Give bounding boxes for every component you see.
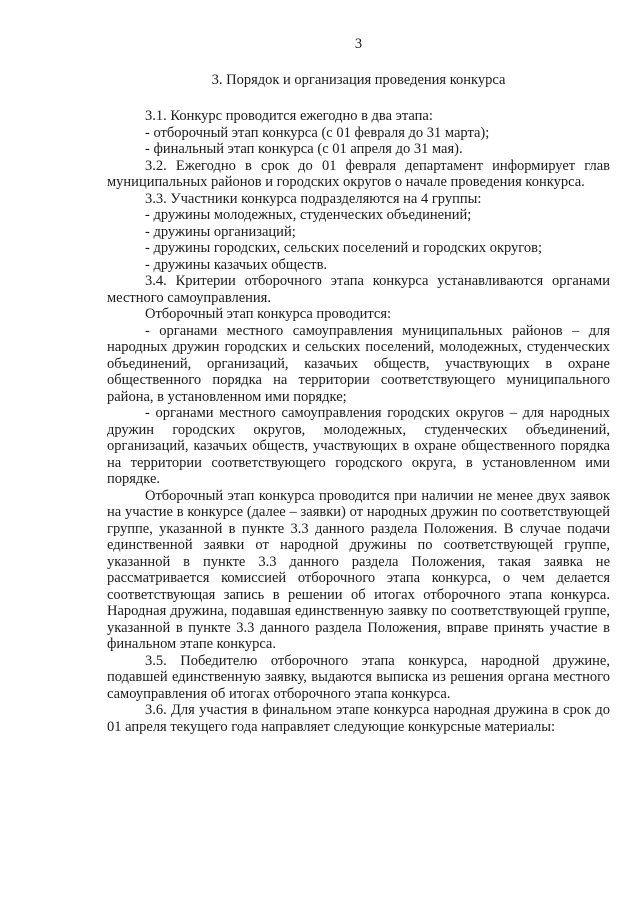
- paragraph-3-6: 3.6. Для участия в финальном этапе конкурса народная дружина в срок до 01 апреля текущего года направляет следующие конкурсные материалы:: [107, 702, 610, 735]
- list-item-municipal-districts: - органами местного самоуправления муниципальных районов – для народных дружин городских и сельских поселений, молодежных, студенческих объединений, организаций, казачьих обществ, участвующих в охране общественного порядка на территории соответствующего муниципального района, в установленном ими порядке;: [107, 322, 610, 405]
- list-item-qualifying-stage: - отборочный этап конкурса (с 01 февраля до 31 марта);: [145, 124, 490, 141]
- page-number: 3: [354, 36, 363, 52]
- list-item-group-youth: - дружины молодежных, студенческих объединений;: [145, 207, 472, 223]
- section-title: 3. Порядок и организация проведения конкурса: [211, 72, 506, 88]
- paragraph-3-2: 3.2. Ежегодно в срок до 01 февраля департамент информирует глав муниципальных районов и городских округов о начале проведения конкурса.: [107, 157, 610, 190]
- paragraph-qualifying-conducted: Отборочный этап конкурса проводится:: [145, 306, 392, 322]
- document-body: [107, 108, 610, 735]
- list-item-urban-districts: - органами местного самоуправления городских округов – для народных дружин городских округов, молодежных, студенческих объединений, организаций, казачьих обществ, участвующих в охране общественного порядка на территории соответствующего городского округа, в установленном ими порядке.: [107, 405, 610, 487]
- paragraph-3-4: 3.4. Критерии отборочного этапа конкурса устанавливаются органами местного самоуправления.: [107, 273, 610, 306]
- list-item-group-cossack: - дружины казачьих обществ.: [145, 256, 328, 273]
- paragraph-3-3: 3.3. Участники конкурса подразделяются на 4 группы:: [145, 190, 482, 207]
- list-item-group-organizations: - дружины организаций;: [145, 223, 296, 240]
- list-item-final-stage: - финальный этап конкурса (с 01 апреля до 31 мая).: [145, 141, 463, 157]
- list-item-group-settlements: - дружины городских, сельских поселений и городских округов;: [145, 240, 543, 256]
- paragraph-3-1: 3.1. Конкурс проводится ежегодно в два этапа:: [145, 108, 433, 124]
- paragraph-3-5: 3.5. Победителю отборочного этапа конкурса, народной дружине, подавшей единственную заявку, выдаются выписка из решения органа местного самоуправления об итогах отборочного этапа конкурса.: [107, 652, 610, 702]
- paragraph-qualifying-conditions: Отборочный этап конкурса проводится при наличии не менее двух заявок на участие в конкурсе (далее – заявки) от народных дружин по соответствующей группе, указанной в пункте 3.3 данного раздела Положения. В случае подачи единственной заявки от народной дружины по соответствующей группе, указанной в пункте 3.3 данного раздела Положения, такая заявка не рассматривается комиссией отборочного этапа конкурса, о чем делается соответствующая запись в решении об итогах отборочного этапа конкурса. Народная дружина, подавшая единственную заявку по соответствующей группе, указанной в пункте 3.3 данного раздела Положения, вправе принять участие в финальном этапе конкурса.: [107, 487, 610, 652]
